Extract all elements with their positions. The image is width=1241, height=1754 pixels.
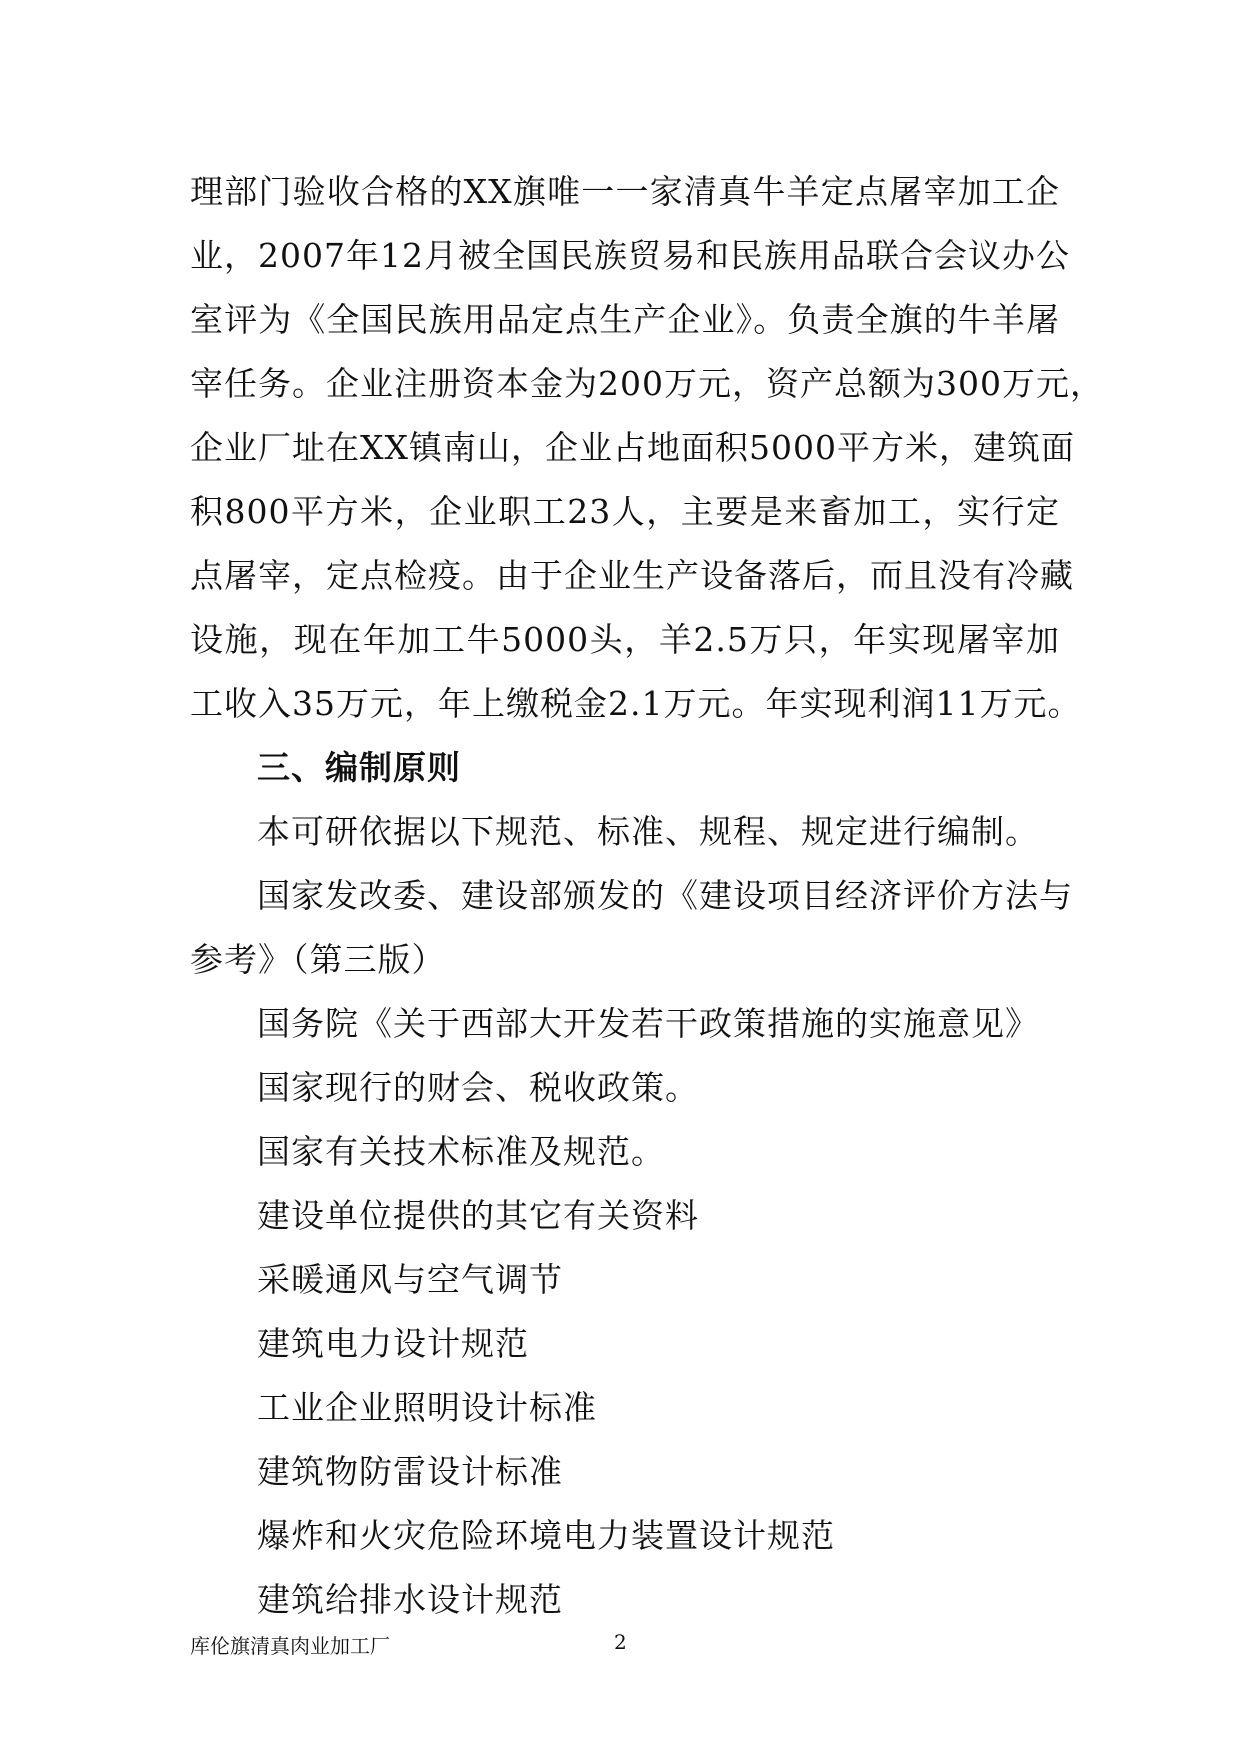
page-footer [190,1630,1060,1660]
list-item: 国务院《关于西部大开发若干政策措施的实施意见》 [257,1004,1039,1043]
list-item: 采暖通风与空气调节 [257,1260,563,1299]
list-item: 爆炸和火灾危险环境电力装置设计规范 [257,1516,835,1555]
footer-company: 库伦旗清真肉业加工厂 [190,1634,390,1658]
list-item: 国家有关技术标准及规范。 [257,1132,665,1171]
paragraph-line: 理部门验收合格的XX旗唯一一家清真牛羊定点屠宰加工企 [190,172,1060,211]
list-item: 建设单位提供的其它有关资料 [257,1196,699,1235]
document-body [190,160,1104,1632]
list-item: 建筑物防雷设计标准 [257,1452,563,1491]
paragraph-line: 设施，现在年加工牛5000头，羊2.5万只，年实现屠宰加 [190,620,1060,659]
reference-line-continued: 参考》（第三版） [190,940,446,979]
paragraph-line: 积800平方米，企业职工23人，主要是来畜加工，实行定 [190,492,1060,531]
list-item: 工业企业照明设计标准 [257,1388,597,1427]
reference-list [190,992,1060,1632]
paragraph-line: 企业厂址在XX镇南山，企业占地面积5000平方米，建筑面 [190,428,1075,467]
basis-intro: 本可研依据以下规范、标准、规程、规定进行编制。 [257,812,1039,851]
paragraph-line: 室评为《全国民族用品定点生产企业》。负责全旗的牛羊屠 [190,300,1060,339]
page-number: 2 [614,1630,627,1654]
paragraph-line: 点屠宰，定点检疫。由于企业生产设备落后，而且没有冷藏 [190,556,1074,595]
paragraph-line: 宰任务。企业注册资本金为200万元，资产总额为300万元， [190,364,1104,403]
list-item: 建筑给排水设计规范 [257,1580,563,1619]
section-heading: 三、编制原则 [257,748,461,787]
paragraph-line: 工收入35万元，年上缴税金2.1万元。年实现利润11万元。 [190,684,1082,723]
list-item: 国家现行的财会、税收政策。 [257,1068,699,1107]
reference-line: 国家发改委、建设部颁发的《建设项目经济评价方法与 [257,876,1073,915]
paragraph-line: 业，2007年12月被全国民族贸易和民族用品联合会议办公 [190,236,1070,275]
intro-paragraph [190,160,1104,736]
list-item: 建筑电力设计规范 [257,1324,529,1363]
